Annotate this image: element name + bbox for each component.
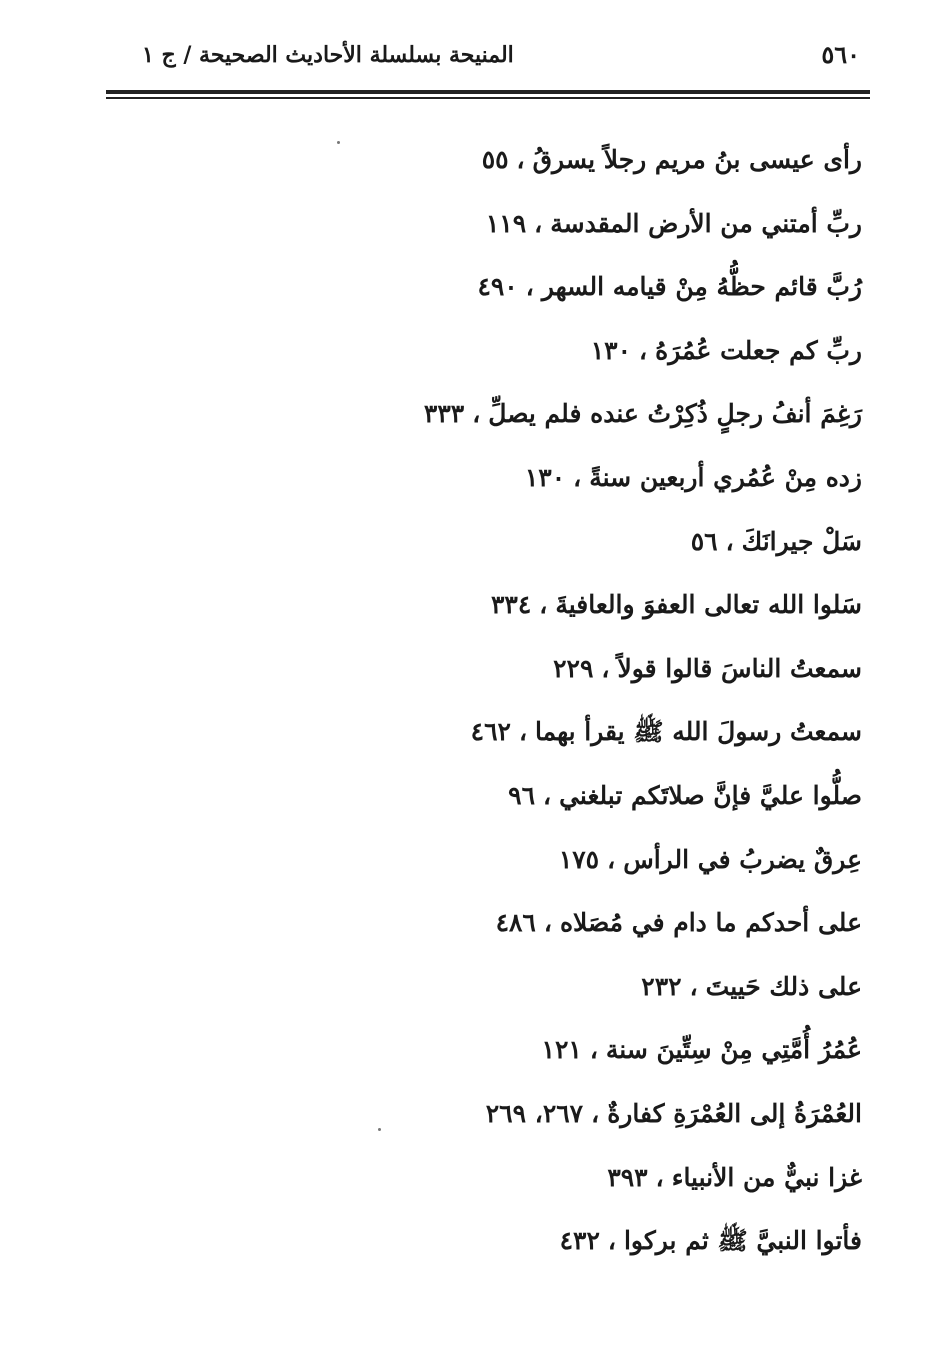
entry-separator: ،	[591, 1098, 600, 1128]
index-entry	[142, 641, 862, 705]
entry-text: عُمُرُ أُمَّتِي مِنْ سِتِّينَ سنة	[605, 1035, 862, 1065]
index-entry	[142, 768, 862, 832]
index-entry	[142, 832, 862, 896]
index-entry	[142, 450, 862, 514]
entry-text: رُبَّ قائم حظُّهُ مِنْ قيامه السهر	[541, 272, 862, 302]
entry-text: ربِّ كم جعلت عُمُرَهُ	[655, 335, 862, 365]
index-entry	[142, 577, 862, 641]
index-entry	[142, 1150, 862, 1214]
entry-page-ref: ١٣٠	[590, 335, 632, 365]
index-entry	[142, 1086, 862, 1150]
entry-separator: ،	[655, 1162, 664, 1192]
entry-separator: ،	[525, 272, 534, 302]
index-entry	[142, 704, 862, 768]
entry-separator: ،	[534, 208, 543, 238]
index-entry	[142, 323, 862, 387]
entry-page-ref: ١١٩	[485, 208, 527, 238]
entry-text: عِرقٌ يضربُ في الرأس	[623, 844, 862, 874]
entry-page-ref: ٣٣٣	[423, 399, 465, 429]
scan-speck	[337, 141, 340, 144]
entry-text: العُمْرَةُ إلى العُمْرَةِ كفارةٌ	[607, 1098, 862, 1128]
entry-separator: ،	[607, 844, 616, 874]
index-entry	[142, 1213, 862, 1277]
entry-separator: ،	[639, 335, 648, 365]
entry-page-ref: ٤٩٠	[477, 272, 518, 302]
index-entry	[142, 132, 862, 196]
index-entry	[142, 386, 862, 450]
header-rule-thin	[106, 97, 870, 99]
index-entry	[142, 895, 862, 959]
entry-text: رَغِمَ أنفُ رجلٍ ذُكِرْتُ عنده فلم يصلِّ	[488, 399, 862, 429]
entry-text: سمعتُ رسولَ الله ﷺ يقرأ بهما	[535, 717, 862, 747]
entry-separator: ،	[543, 908, 552, 938]
entry-separator: ،	[601, 653, 610, 683]
entry-text: ربِّ أمتني من الأرض المقدسة	[550, 208, 862, 238]
entry-separator: ،	[543, 780, 552, 810]
entry-text: على أحدكم ما دام في مُصَلاه	[559, 908, 862, 938]
entry-separator: ،	[516, 145, 525, 174]
entry-text: سَلْ جيرانَكَ	[741, 526, 862, 556]
page-number: ٥٦٠	[821, 40, 860, 69]
entry-separator: ،	[589, 1035, 598, 1065]
entry-text: غزا نبيٌّ من الأنبياء	[671, 1162, 862, 1192]
entry-page-ref: ١٢١	[541, 1035, 582, 1065]
index-entry	[142, 514, 862, 578]
entry-page-ref: ٣٣٤	[490, 590, 532, 620]
entry-page-ref: ١٣٠	[524, 462, 566, 492]
entry-text: سَلوا الله تعالى العفوَ والعافيةَ	[555, 590, 862, 620]
entry-page-ref: ٢٢٩	[553, 653, 594, 683]
entry-separator: ،	[725, 526, 734, 556]
entry-page-ref: ٤٨٦	[495, 908, 536, 938]
entry-page-ref: ١٧٥	[558, 844, 600, 874]
page-header	[106, 38, 870, 78]
index-entry	[142, 959, 862, 1023]
scan-speck	[378, 1128, 381, 1131]
entry-text: رأى عيسى بنُ مريم رجلاً يسرقُ	[532, 145, 862, 174]
entry-text: زده مِنْ عُمُري أربعين سنةً	[589, 462, 862, 492]
entry-text: سمعتُ الناسَ قالوا قولاً	[617, 653, 862, 683]
entry-page-ref: ٤٦٢	[470, 717, 511, 747]
entry-separator: ،	[689, 971, 698, 1001]
entry-page-ref: ٢٦٧، ٢٦٩	[485, 1098, 584, 1128]
entry-separator: ،	[573, 462, 582, 492]
hadith-index-list	[142, 132, 862, 1277]
header-rule-thick	[106, 90, 870, 94]
entry-page-ref: ٩٦	[508, 780, 536, 810]
entry-page-ref: ٣٩٣	[607, 1162, 648, 1192]
entry-text: صلُّوا عليَّ فإنَّ صلاتَكم تبلغني	[559, 780, 862, 810]
entry-page-ref: ٢٣٢	[641, 971, 682, 1001]
entry-text: فأتوا النبيَّ ﷺ ثم بركوا	[623, 1226, 862, 1256]
running-title: المنيحة بسلسلة الأحاديث الصحيحة / ج ١	[142, 42, 514, 68]
entry-separator: ،	[518, 717, 528, 747]
entry-separator: ،	[607, 1226, 616, 1256]
index-entry	[142, 259, 862, 323]
entry-page-ref: ٥٦	[690, 526, 718, 556]
entry-page-ref: ٤٣٢	[559, 1226, 600, 1256]
entry-separator: ،	[539, 590, 548, 620]
entry-page-ref: ٥٥	[481, 145, 509, 174]
entry-separator: ،	[472, 399, 481, 429]
index-entry	[142, 1022, 862, 1086]
entry-text: على ذلك حَييتَ	[705, 971, 862, 1001]
index-entry	[142, 196, 862, 260]
